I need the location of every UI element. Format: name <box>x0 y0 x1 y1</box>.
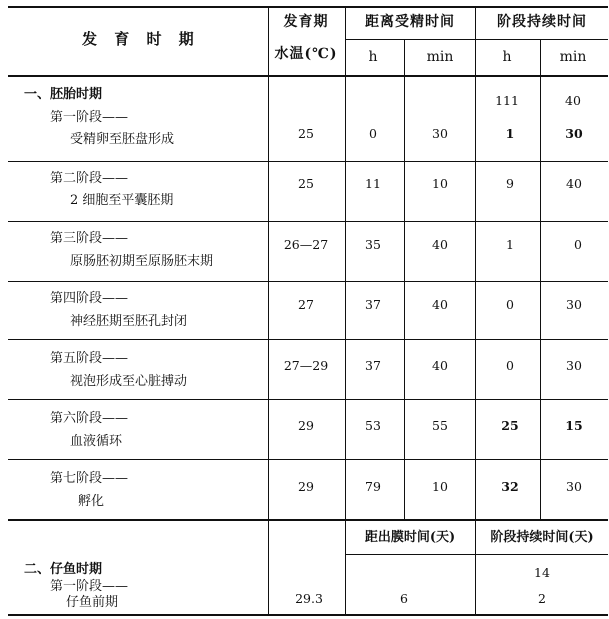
stage-5-since-h: 37 <box>365 358 381 373</box>
rule-top <box>8 6 608 8</box>
stage-1-label: 第一阶段—— <box>50 110 129 125</box>
header-since-min: min <box>426 49 454 65</box>
stage-2-duration-min: 40 <box>566 176 582 191</box>
stage-6-since-h: 53 <box>365 418 381 433</box>
stage-5-label: 第五阶段—— <box>50 351 129 366</box>
header-duration-min: min <box>559 49 587 65</box>
stage-2-since-min: 10 <box>432 176 448 191</box>
larva-stage-1-since-days: 6 <box>400 591 408 606</box>
rule-header-bottom <box>8 75 608 77</box>
embryo-total-hours: 111 <box>495 93 519 108</box>
rule-col-since-min <box>404 39 405 520</box>
stage-6-duration-h: 25 <box>501 418 519 433</box>
stage-3-since-h: 35 <box>365 237 381 252</box>
section-embryo-title: 一、胚胎时期 <box>24 87 103 102</box>
rule-col-temp <box>268 6 269 616</box>
stage-3-since-min: 40 <box>432 237 448 252</box>
stage-6-duration-min: 15 <box>565 418 583 433</box>
larva-stage-1-duration-days: 2 <box>538 591 546 606</box>
stage-6-label: 第六阶段—— <box>50 411 129 426</box>
header-stage-duration-days: 阶段持续时间(天) <box>490 530 594 545</box>
rule-bottom <box>8 614 608 616</box>
stage-4-since-h: 37 <box>365 297 381 312</box>
rule-row-6 <box>8 459 608 460</box>
stage-4-temp: 27 <box>298 297 314 312</box>
rule-row-5 <box>8 399 608 400</box>
stage-4-duration-min: 30 <box>566 297 582 312</box>
stage-5-temp: 27—29 <box>283 358 329 373</box>
larva-total-days: 14 <box>534 565 550 580</box>
stage-4-since-min: 40 <box>432 297 448 312</box>
stage-7-temp: 29 <box>298 479 314 494</box>
stage-7-since-h: 79 <box>365 479 381 494</box>
stage-1-duration-h: 1 <box>505 126 515 141</box>
rule-col-since <box>345 6 346 616</box>
stage-1-temp: 25 <box>298 126 314 141</box>
stage-2-since-h: 11 <box>365 176 381 191</box>
stage-1-since-min: 30 <box>432 126 448 141</box>
stage-7-duration-h: 32 <box>501 479 519 494</box>
rule-row-3 <box>8 281 608 282</box>
stage-5-since-min: 40 <box>432 358 448 373</box>
header-since-membrane-days: 距出膜时间(天) <box>364 530 456 545</box>
rule-col-duration-min <box>540 39 541 520</box>
larva-stage-1-description: 仔鱼前期 <box>66 595 119 610</box>
stage-6-description: 血液循环 <box>70 434 123 449</box>
stage-7-label: 第七阶段—— <box>50 471 129 486</box>
stage-1-description: 受精卵至胚盘形成 <box>70 132 175 147</box>
header-since-fertilization: 距离受精时间 <box>365 14 455 30</box>
stage-4-duration-h: 0 <box>506 297 514 312</box>
rule-row-2 <box>8 221 608 222</box>
header-since-h: h <box>368 49 378 65</box>
rule-row-7 <box>8 519 608 521</box>
stage-2-duration-h: 9 <box>506 176 514 191</box>
stage-5-duration-min: 30 <box>566 358 582 373</box>
section-larva-title: 二、仔鱼时期 <box>24 562 103 577</box>
stage-3-label: 第三阶段—— <box>50 231 129 246</box>
rule-row-4 <box>8 339 608 340</box>
stage-2-description: 2 细胞至平囊胚期 <box>70 193 174 208</box>
stage-3-description: 原肠胚初期至原肠胚末期 <box>70 254 214 269</box>
larva-stage-1-label: 第一阶段—— <box>50 579 129 594</box>
header-stage: 发 育 时 期 <box>82 30 200 48</box>
stage-2-temp: 25 <box>298 176 314 191</box>
stage-1-duration-min: 30 <box>565 126 583 141</box>
stage-3-temp: 26—27 <box>283 237 329 252</box>
header-stage-duration: 阶段持续时间 <box>497 14 587 30</box>
stage-2-label: 第二阶段—— <box>50 171 129 186</box>
stage-6-since-min: 55 <box>432 418 448 433</box>
stage-1-since-h: 0 <box>369 126 377 141</box>
stage-7-since-min: 10 <box>432 479 448 494</box>
rule-row-1 <box>8 161 608 162</box>
stage-4-description: 神经胚期至胚孔封闭 <box>70 314 188 329</box>
stage-7-duration-min: 30 <box>566 479 582 494</box>
stage-6-temp: 29 <box>298 418 314 433</box>
rule-larva-subheader <box>345 554 608 555</box>
stage-5-duration-h: 0 <box>506 358 514 373</box>
stage-7-description: 孵化 <box>78 494 105 509</box>
stage-3-duration-min: 0 <box>574 237 582 252</box>
rule-subheader <box>345 39 608 40</box>
header-temp-line1: 发育期 <box>283 14 329 30</box>
stage-3-duration-h: 1 <box>506 237 514 252</box>
header-temp-line2: 水温(℃) <box>274 46 338 62</box>
embryo-total-minutes: 40 <box>565 93 581 108</box>
rule-col-duration <box>475 6 476 616</box>
stage-5-description: 视泡形成至心脏搏动 <box>70 374 188 389</box>
header-duration-h: h <box>502 49 512 65</box>
stage-4-label: 第四阶段—— <box>50 291 129 306</box>
larva-stage-1-temp: 29.3 <box>295 591 323 606</box>
